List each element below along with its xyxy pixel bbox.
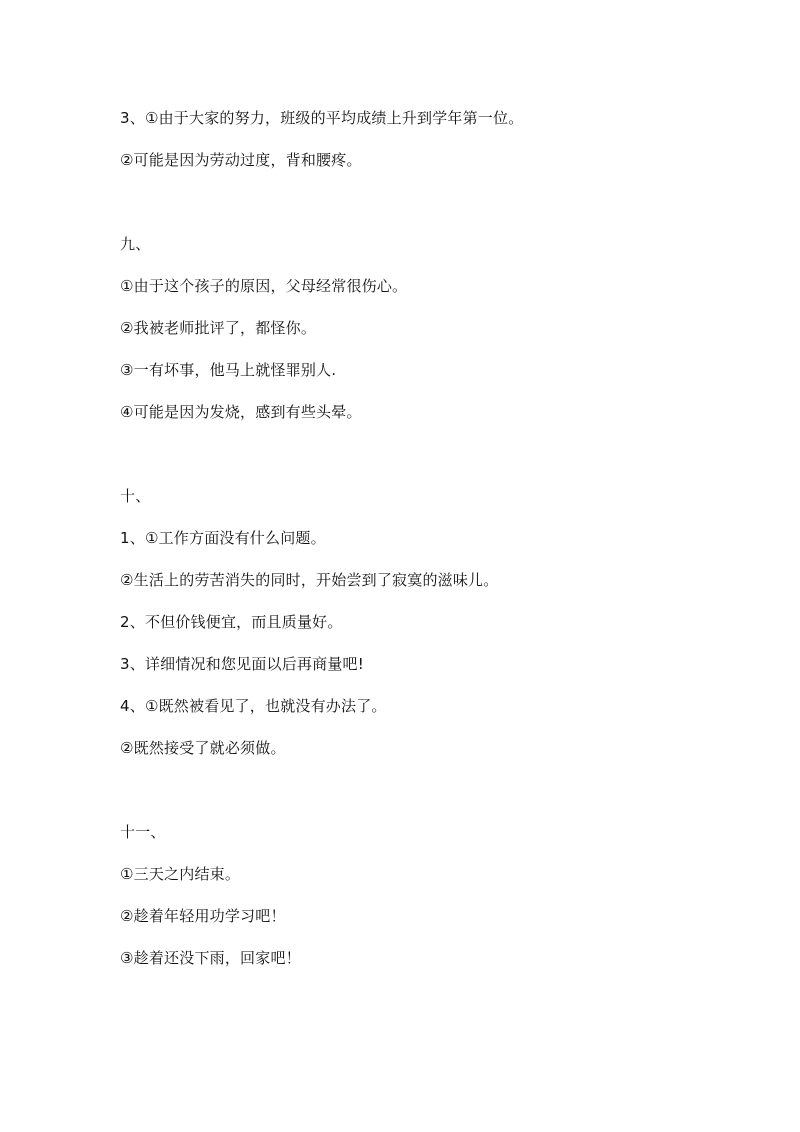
section-heading: 十一、 <box>120 823 166 841</box>
answer-line: 3、详细情况和您见面以后再商量吧! <box>120 655 364 673</box>
answer-line: ④可能是因为发烧，感到有些头晕。 <box>120 403 362 421</box>
answer-line: 2、不但价钱便宜，而且质量好。 <box>120 613 343 631</box>
answer-line: 1、①工作方面没有什么问题。 <box>120 529 326 547</box>
answer-line: ①三天之内结束。 <box>120 865 241 883</box>
answer-line: ③趁着还没下雨，回家吧！ <box>120 949 301 967</box>
section-heading: 十、 <box>120 487 151 505</box>
section-heading: 九、 <box>120 235 151 253</box>
answer-line: ②生活上的劳苦消失的同时，开始尝到了寂寞的滋味儿。 <box>120 571 499 589</box>
answer-line: ②既然接受了就必须做。 <box>120 739 286 757</box>
answer-line: ①由于这个孩子的原因，父母经常很伤心。 <box>120 277 408 295</box>
answer-line: ②可能是因为劳动过度，背和腰疼。 <box>120 151 362 169</box>
answer-line: ③一有坏事，他马上就怪罪别人. <box>120 361 337 379</box>
answer-line: ②趁着年轻用功学习吧！ <box>120 907 286 925</box>
answer-line: 3、①由于大家的努力，班级的平均成绩上升到学年第一位。 <box>120 109 524 127</box>
answer-line: 4、①既然被看见了，也就没有办法了。 <box>120 697 387 715</box>
answer-line: ②我被老师批评了，都怪你。 <box>120 319 317 337</box>
